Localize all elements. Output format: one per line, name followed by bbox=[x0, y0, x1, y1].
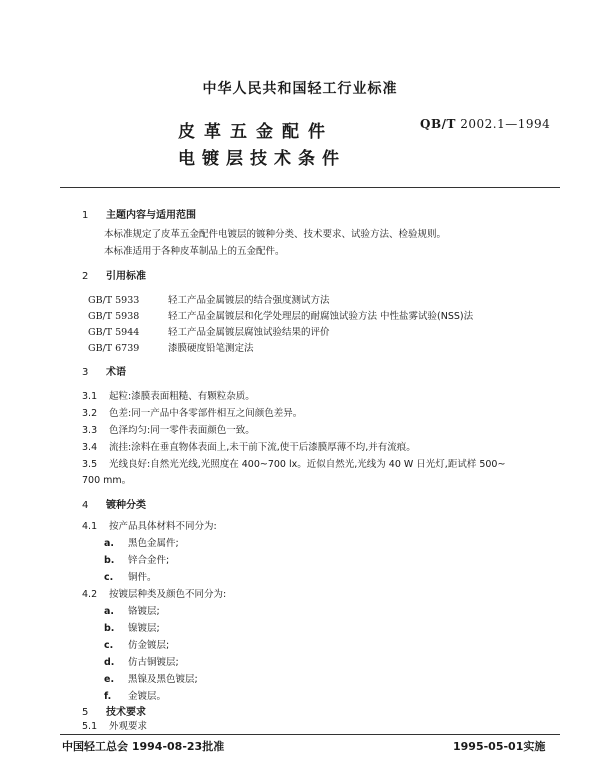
top-rule bbox=[60, 187, 560, 188]
section-1-paragraph-2: 本标准适用于各种皮革制品上的五金配件。 bbox=[104, 246, 285, 257]
reference-item bbox=[88, 292, 330, 306]
reference-title: 漆膜硬度铅笔测定法 bbox=[168, 343, 254, 354]
reference-title: 轻工产品金属镀层和化学处理层的耐腐蚀试验方法 中性盐雾试验(NSS)法 bbox=[168, 311, 474, 322]
subsection-text: 按镀层种类及颜色不同分为: bbox=[109, 589, 227, 600]
section-title: 引用标准 bbox=[106, 271, 146, 282]
approval-date: 中国轻工总会 1994-08-23批准 bbox=[62, 740, 225, 753]
list-marker: b. bbox=[104, 623, 115, 634]
title-line-1: 皮革五金配件 bbox=[178, 122, 334, 142]
standard-number: 2002.1—1994 bbox=[460, 117, 551, 131]
bottom-rule bbox=[60, 734, 560, 735]
list-item bbox=[104, 535, 179, 549]
subsection-5-1 bbox=[82, 718, 147, 732]
term-item bbox=[82, 456, 505, 470]
list-text: 铜件。 bbox=[128, 572, 157, 583]
section-number: 4 bbox=[82, 500, 89, 511]
list-item bbox=[104, 654, 179, 668]
section-title: 技术要求 bbox=[106, 707, 146, 718]
term-item bbox=[82, 405, 302, 419]
subsection-text: 外观要求 bbox=[109, 721, 148, 732]
section-number: 2 bbox=[82, 271, 89, 282]
title-line-2: 电镀层技术条件 bbox=[178, 149, 346, 169]
reference-code: GB/T 5944 bbox=[88, 327, 140, 338]
reference-item bbox=[88, 308, 473, 322]
term-text: 色差:同一产品中各零部件相互之间颜色差异。 bbox=[109, 408, 303, 419]
list-marker: f. bbox=[104, 691, 112, 702]
reference-title: 轻工产品金属镀层的结合强度测试方法 bbox=[168, 295, 330, 306]
term-text: 色泽均匀:同一零件表面颜色一致。 bbox=[109, 425, 255, 436]
subsection-4-1 bbox=[82, 518, 217, 532]
list-marker: c. bbox=[104, 640, 114, 651]
reference-code: GB/T 5933 bbox=[88, 295, 140, 306]
term-number: 3.1 bbox=[82, 391, 98, 402]
standard-prefix: QB/T bbox=[420, 117, 456, 131]
section-3-heading bbox=[82, 363, 126, 378]
term-text: 起粒:漆膜表面粗糙、有颗粒杂质。 bbox=[109, 391, 255, 402]
list-item bbox=[104, 637, 169, 651]
section-5-heading bbox=[82, 703, 146, 718]
list-text: 黑色金属件; bbox=[128, 538, 179, 549]
list-text: 仿金镀层; bbox=[128, 640, 170, 651]
term-item bbox=[82, 439, 416, 453]
list-text: 镍镀层; bbox=[128, 623, 160, 634]
list-item bbox=[104, 688, 166, 702]
list-text: 金镀层。 bbox=[128, 691, 167, 702]
issuing-body-header: 中华人民共和国轻工行业标准 bbox=[202, 81, 398, 97]
list-item bbox=[104, 603, 160, 617]
reference-code: GB/T 5938 bbox=[88, 311, 140, 322]
section-2-heading bbox=[82, 267, 146, 282]
list-text: 铬镀层; bbox=[128, 606, 160, 617]
subsection-number: 5.1 bbox=[82, 721, 98, 732]
implementation-date: 1995-05-01实施 bbox=[453, 740, 546, 753]
standard-code bbox=[420, 117, 550, 131]
term-item-continuation: 700 mm。 bbox=[82, 475, 132, 486]
section-title: 镀种分类 bbox=[106, 500, 146, 511]
reference-code: GB/T 6739 bbox=[88, 343, 140, 354]
list-item bbox=[104, 569, 157, 583]
term-text: 光线良好:自然光光线,光照度在 400~700 lx。近似自然光,光线为 40 W 日光灯,距试样 500~ bbox=[109, 459, 506, 470]
section-1-paragraph-1: 本标准规定了皮革五金配件电镀层的镀种分类、技术要求、试验方法、检验规则。 bbox=[104, 229, 447, 240]
term-number: 3.5 bbox=[82, 459, 98, 470]
list-marker: a. bbox=[104, 606, 115, 617]
reference-title: 轻工产品金属镀层腐蚀试验结果的评价 bbox=[168, 327, 330, 338]
list-item bbox=[104, 552, 169, 566]
list-marker: b. bbox=[104, 555, 115, 566]
term-item bbox=[82, 422, 255, 436]
list-marker: e. bbox=[104, 674, 115, 685]
reference-item bbox=[88, 340, 254, 354]
subsection-4-2 bbox=[82, 586, 226, 600]
list-item bbox=[104, 671, 198, 685]
list-marker: a. bbox=[104, 538, 115, 549]
subsection-number: 4.2 bbox=[82, 589, 98, 600]
section-4-heading bbox=[82, 496, 146, 511]
subsection-text: 按产品具体材料不同分为: bbox=[109, 521, 217, 532]
list-text: 锌合金件; bbox=[128, 555, 170, 566]
section-number: 5 bbox=[82, 707, 89, 718]
list-marker: d. bbox=[104, 657, 115, 668]
term-number: 3.2 bbox=[82, 408, 98, 419]
section-1-heading bbox=[82, 206, 196, 221]
term-text: 流挂:涂料在垂直物体表面上,未干前下流,使干后漆膜厚薄不均,并有流痕。 bbox=[109, 442, 416, 453]
reference-item bbox=[88, 324, 330, 338]
section-number: 3 bbox=[82, 367, 89, 378]
term-item bbox=[82, 388, 255, 402]
list-marker: c. bbox=[104, 572, 114, 583]
subsection-number: 4.1 bbox=[82, 521, 98, 532]
list-text: 黑镍及黑色镀层; bbox=[128, 674, 198, 685]
list-text: 仿古铜镀层; bbox=[128, 657, 179, 668]
list-item bbox=[104, 620, 160, 634]
term-number: 3.4 bbox=[82, 442, 98, 453]
section-title: 术语 bbox=[106, 367, 126, 378]
term-number: 3.3 bbox=[82, 425, 98, 436]
section-title: 主题内容与适用范围 bbox=[106, 210, 196, 221]
section-number: 1 bbox=[82, 210, 89, 221]
